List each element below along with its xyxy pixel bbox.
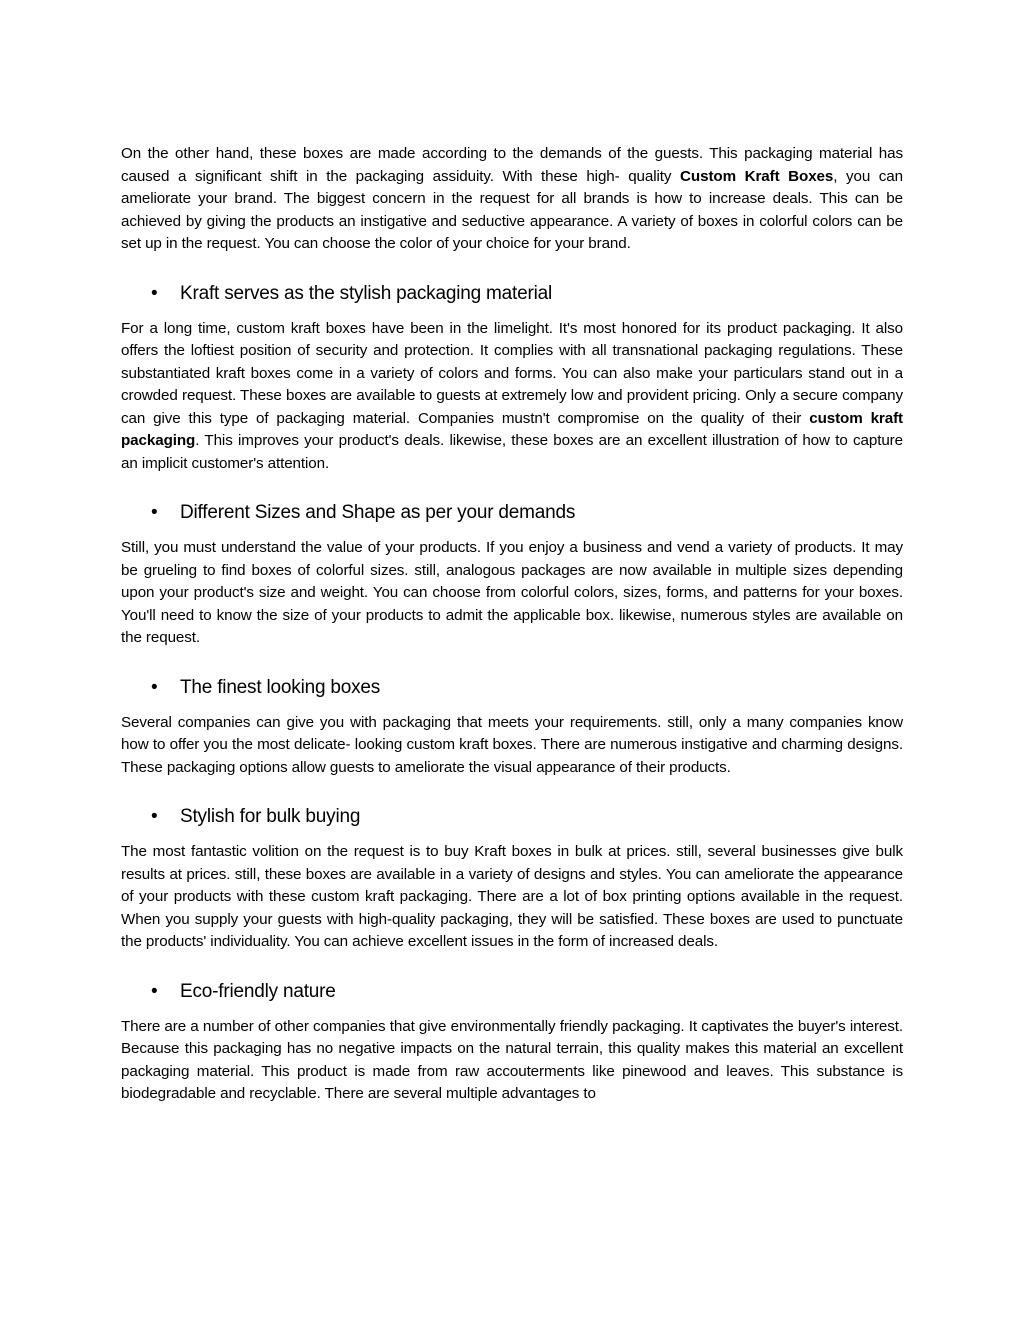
- section-paragraph-bulk-buying: The most fantastic volition on the request is to buy Kraft boxes in bulk at prices. still, several businesses give bulk results at prices. still, these boxes are available in a variety of designs and styles. You can ameliorate the appearance of your products with these custom kraft packaging. There are a lot of box printing options available in the request. When you supply your guests with high-quality packaging, they will be satisfied. These boxes are used to punctuate the products' individuality. You can achieve excellent issues in the form of increased deals.: [121, 843, 903, 950]
- section-text-part2: . This improves your product's deals. likewise, these boxes are an excellent illustration of how to capture an implicit customer's attention.: [121, 432, 903, 472]
- section-heading-sizes-shape: [121, 501, 903, 525]
- section-paragraph-eco-friendly: There are a number of other companies that give environmentally friendly packaging. It captivates the buyer's interest. Because this packaging has no negative impacts on the natural terrain, this quality makes this material an excellent packaging material. This product is made from raw accouterments like pinewood and leaves. This substance is biodegradable and recyclable. There are several multiple advantages to: [121, 1017, 903, 1102]
- bullet-icon: •: [151, 980, 158, 1002]
- section-heading-text: Stylish for bulk buying: [180, 806, 361, 827]
- section-paragraph-sizes-shape: Still, you must understand the value of your products. If you enjoy a business and vend a variety of products. It may be grueling to find boxes of colorful sizes. still, analogous packages are now available in multiple sizes depending upon your product's size and weight. You can choose from colorful colors, sizes, forms, and patterns for your boxes. You'll need to know the size of your products to admit the applicable box. likewise, numerous styles are available on the request.: [121, 539, 903, 646]
- section-paragraph-finest-boxes: Several companies can give you with packaging that meets your requirements. still, only a many companies know how to offer you the most delicate- looking custom kraft boxes. There are numerous instigative and charming designs. These packaging options allow guests to ameliorate the visual appearance of their products.: [121, 713, 903, 776]
- section-heading-text: Different Sizes and Shape as per your demands: [180, 502, 576, 523]
- bullet-icon: •: [151, 806, 158, 827]
- intro-bold-link-text: Custom Kraft Boxes: [680, 167, 834, 185]
- intro-paragraph: [121, 143, 903, 256]
- intro-text-part2: , you can ameliorate your brand. The biggest concern in the request for all brands is how to increase deals. This can be achieved by giving the products an instigative and seductive appearance. A variety of boxes in colorful colors can be set up in the request. You can choose the color of your choice for your brand.: [121, 167, 903, 252]
- section-heading-eco-friendly: [121, 980, 903, 1004]
- bullet-icon: •: [151, 676, 158, 698]
- section-bold-text: custom kraft packaging: [121, 409, 903, 449]
- intro-text-part1: On the other hand, these boxes are made according to the demands of the guests. This packaging material has caused a significant shift in the packaging assiduity. With these high- quality: [121, 145, 903, 185]
- section-heading-text: Kraft serves as the stylish packaging material: [180, 282, 553, 304]
- section-heading-bulk-buying: [121, 805, 903, 829]
- section-heading-finest-boxes: [121, 676, 903, 700]
- section-paragraph-kraft-stylish: [121, 318, 903, 476]
- document-page: [121, 143, 903, 1106]
- section-heading-kraft-stylish: [121, 282, 903, 306]
- section-text-part1: For a long time, custom kraft boxes have been in the limelight. It's most honored for its product packaging. It also offers the loftiest position of security and protection. It complies with all transnational packaging regulations. These substantiated kraft boxes come in a variety of colors and forms. You can also make your particulars stand out in a crowded request. These boxes are available to guests at extremely low and provident pricing. Only a secure company can give this type of packaging material. Companies mustn't compromise on the quality of their: [121, 319, 903, 427]
- section-heading-text: Eco-friendly nature: [180, 980, 336, 1002]
- bullet-icon: •: [151, 282, 158, 304]
- bullet-icon: •: [151, 502, 158, 523]
- section-heading-text: The finest looking boxes: [180, 676, 381, 698]
